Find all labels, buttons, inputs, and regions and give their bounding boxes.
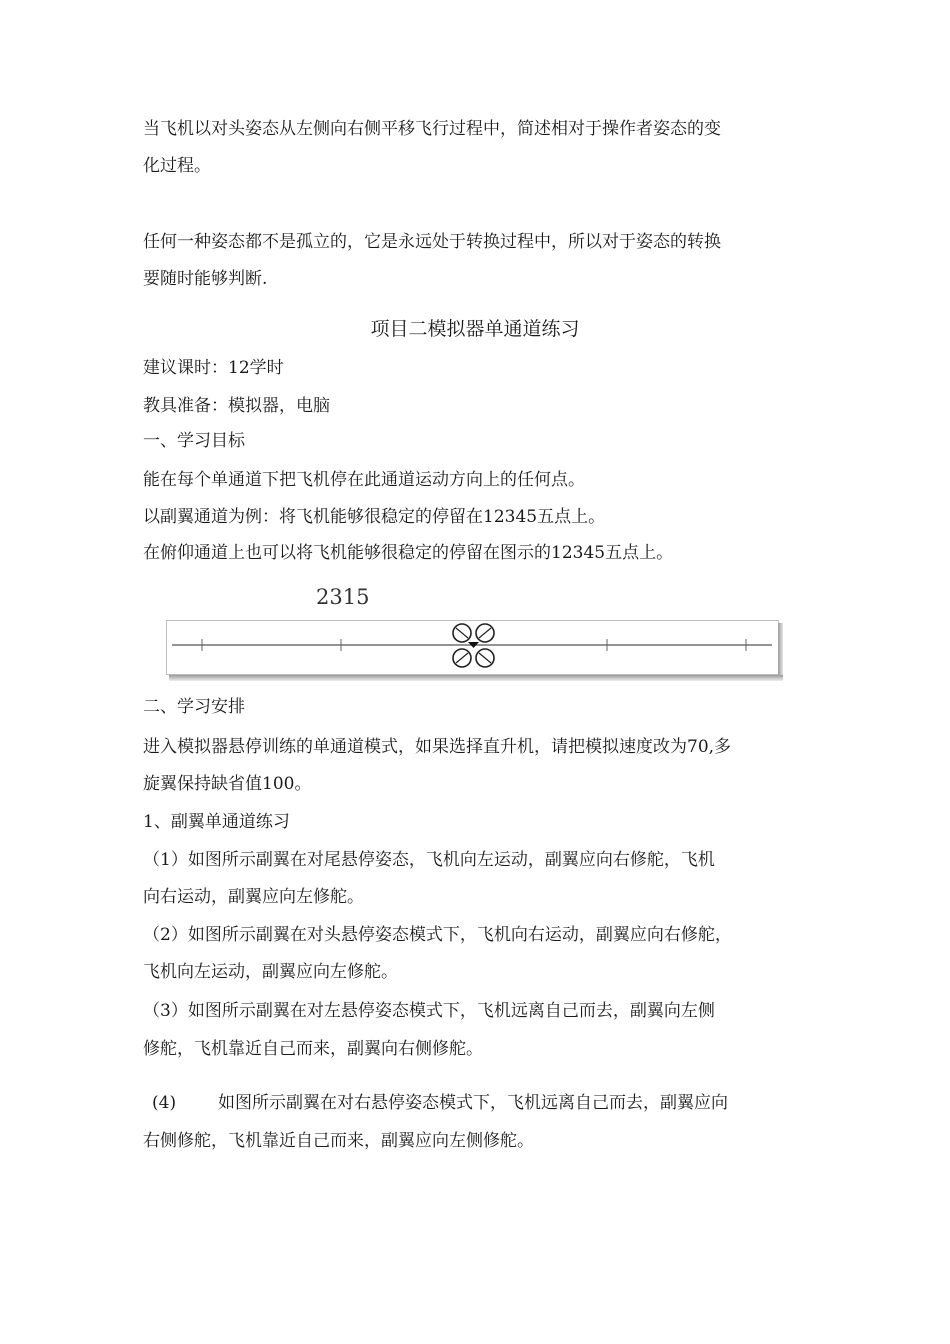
item-4-number: (4) (152, 1093, 177, 1113)
frame-shadow-bottom (169, 675, 783, 681)
answer-line-1: 任何一种姿态都不是孤立的，它是永远处于转换过程中，所以对于姿态的转换 (143, 232, 721, 252)
goals-line-3: 在俯仰通道上也可以将飞机能够很稳定的停留在图示的12345五点上。 (143, 543, 674, 563)
goals-line-2: 以副翼通道为例：将飞机能够很稳定的停留在12345五点上。 (143, 507, 606, 527)
arrangement-p1-line-1: 进入模拟器悬停训练的单通道模式，如果选择直升机，请把模拟速度改为70,多 (143, 737, 732, 757)
question-line-2: 化过程。 (143, 156, 211, 176)
goals-heading: 一、学习目标 (143, 431, 245, 451)
figure-label: 2315 (316, 585, 370, 609)
item-1-line-2: 向右运动，副翼应向左修舵。 (143, 887, 364, 907)
drone-track-diagram (166, 620, 784, 682)
item-2-line-2: 飞机向左运动，副翼应向左修舵。 (143, 962, 398, 982)
channel-figure (166, 620, 784, 682)
goals-line-1: 能在每个单通道下把飞机停在此通道运动方向上的任何点。 (143, 470, 585, 490)
arrangement-heading: 二、学习安排 (143, 697, 245, 717)
item-1-line-1: （1）如图所示副翼在对尾悬停姿态，飞机向左运动，副翼应向右修舵，飞机 (143, 850, 715, 870)
tools-line: 教具准备：模拟器，电脑 (143, 396, 330, 416)
answer-line-2: 要随时能够判断. (143, 269, 268, 289)
item-4-line-1: 如图所示副翼在对右悬停姿态模式下，飞机远离自己而去，副翼应向 (218, 1093, 728, 1113)
item-4-line-2: 右侧修舵，飞机靠近自己而来，副翼应向左侧修舵。 (143, 1131, 534, 1151)
question-line-1: 当飞机以对头姿态从左侧向右侧平移飞行过程中，简述相对于操作者姿态的变 (143, 119, 721, 139)
aileron-subheading: 1、副翼单通道练习 (143, 812, 290, 832)
arrangement-p1-line-2: 旋翼保持缺省值100。 (143, 774, 312, 794)
section-title: 项目二模拟器单通道练习 (370, 318, 580, 340)
item-2-line-1: （2）如图所示副翼在对头悬停姿态模式下，飞机向右运动，副翼应向右修舵， (143, 925, 732, 945)
item-3-line-2: 修舵，飞机靠近自己而来，副翼向右侧修舵。 (143, 1039, 483, 1059)
hours-line: 建议课时：12学时 (143, 358, 284, 378)
frame-shadow-right (778, 623, 783, 679)
item-3-line-1: （3）如图所示副翼在对左悬停姿态模式下，飞机远离自己而去，副翼向左侧 (143, 1001, 715, 1021)
figure-frame (167, 621, 779, 675)
